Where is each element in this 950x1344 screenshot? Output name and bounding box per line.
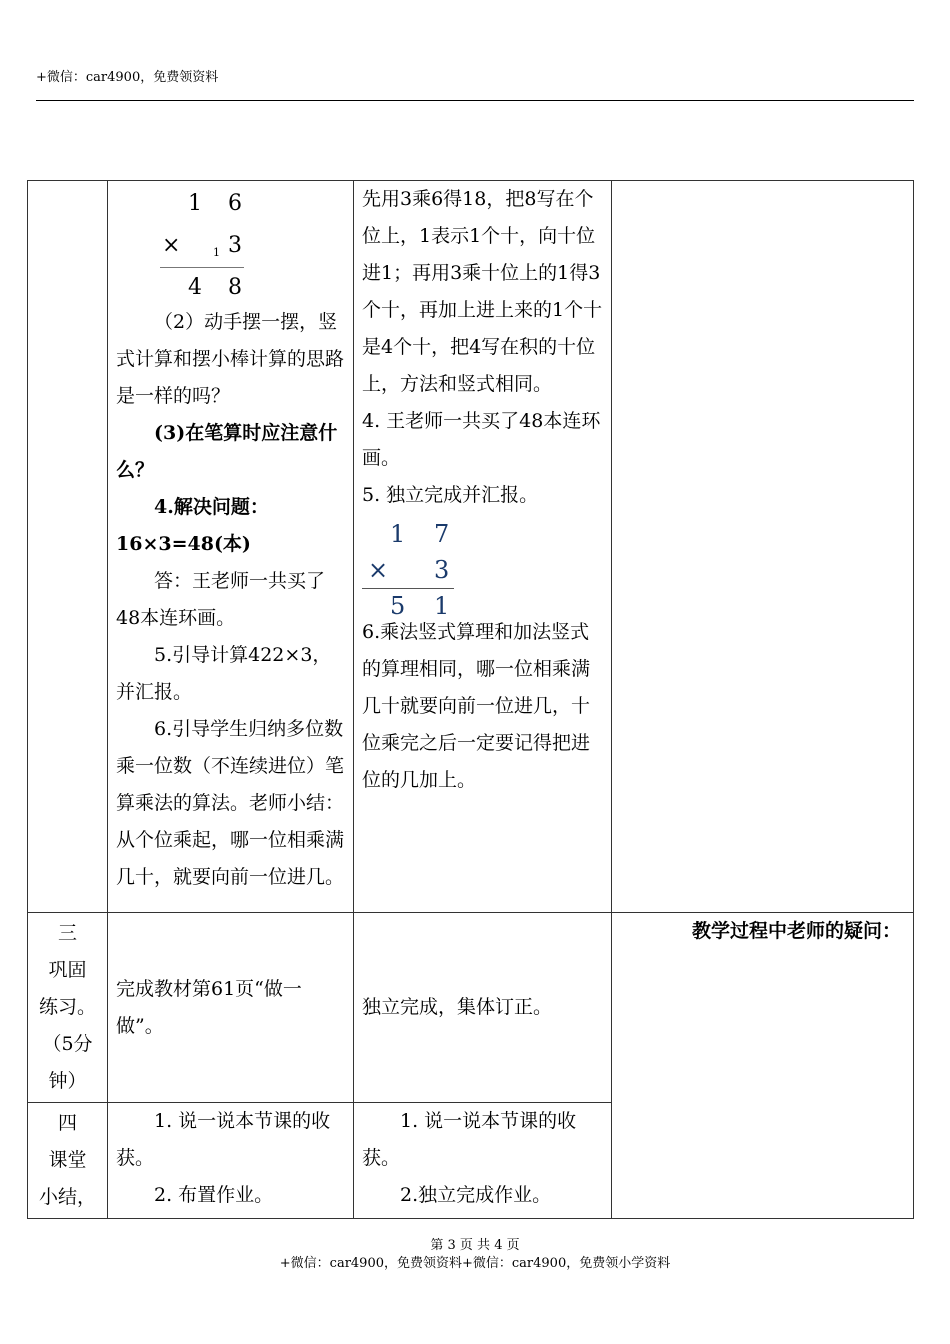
stage-line: 钟） <box>48 1070 87 1092</box>
guide-calc-422x3: 5.引导计算422×3，并汇报。 <box>116 644 332 703</box>
stage-cell-empty <box>28 181 108 913</box>
stage-line: （5分 <box>42 1033 93 1055</box>
teacher-question-3: (3)在笔算时应注意什么？ <box>116 422 338 481</box>
digit: 3 <box>434 556 450 584</box>
header-text: +微信：car4900，免费领资料 <box>36 70 219 85</box>
teacher-activity-cell <box>108 1103 354 1219</box>
digit: 1 <box>188 191 202 216</box>
stage-number: 四 <box>57 1112 77 1134</box>
student-activity-cell <box>354 1103 612 1219</box>
stage-line: 巩固 <box>48 959 87 981</box>
student-activity: 独立完成，集体订正。 <box>362 996 553 1018</box>
vertical-multiplication-16x3 <box>116 181 345 300</box>
student-activity-cell <box>354 913 612 1103</box>
multiply-sign: × <box>162 233 181 258</box>
stage-cell-consolidation <box>28 913 108 1103</box>
homework-item: 2. 布置作业。 <box>154 1184 274 1206</box>
student-explanation: 先用3乘6得18，把8写在个位上，1表示1个十，向十位进1；再用3乘十位上的1得3个十，再加上进上来的1个十是4个十，把4写在积的十位上，方法和竖式相同。 <box>362 188 603 395</box>
table-row-process <box>28 181 914 913</box>
result-line <box>160 267 244 268</box>
notes-cell <box>612 181 914 913</box>
stage-line: 练习。 <box>38 996 96 1018</box>
table-row-consolidation <box>28 913 914 1103</box>
stage-line: 课堂 <box>48 1149 87 1171</box>
answer-text: 答：王老师一共买了48本连环画。 <box>116 570 326 629</box>
teacher-question-note: 教学过程中老师的疑问： <box>691 920 901 942</box>
stage-cell-summary <box>28 1103 108 1219</box>
solve-problem-label: 4.解决问题： <box>154 496 269 518</box>
carry-digit: 1 <box>213 246 220 259</box>
digit: 5 <box>390 592 406 620</box>
digit: 3 <box>228 233 242 258</box>
teacher-activity-cell <box>108 913 354 1103</box>
summary-item: 1. 说一说本节课的收获。 <box>116 1110 331 1169</box>
result-line <box>362 588 454 589</box>
page-number: 第 3 页 共 4 页 <box>430 1238 520 1253</box>
equation: 16×3=48(本) <box>116 533 251 555</box>
stage-number: 三 <box>57 922 77 944</box>
student-activity-cell <box>354 181 612 913</box>
summary-item: 1. 说一说本节课的收获。 <box>362 1110 577 1169</box>
lesson-table <box>27 180 914 1219</box>
digit: 8 <box>228 275 242 300</box>
teacher-notes-cell <box>612 913 914 1219</box>
student-answer: 4. 王老师一共买了48本连环画。 <box>362 410 601 469</box>
digit: 1 <box>434 592 450 620</box>
teacher-activity-cell <box>108 181 354 913</box>
digit: 1 <box>390 520 406 548</box>
footer-text: +微信：car4900，免费领资料+微信：car4900，免费领小学资料 <box>279 1256 671 1271</box>
homework-item: 2.独立完成作业。 <box>400 1184 552 1206</box>
digit: 7 <box>434 520 450 548</box>
student-conclusion: 6.乘法竖式算理和加法竖式的算理相同，哪一位相乘满几十就要向前一位进几，十位乘完之后一定要记得把进位的几加上。 <box>362 621 591 791</box>
header-divider <box>36 100 914 101</box>
textbook-exercise: 完成教材第61页“做一做”。 <box>116 977 302 1037</box>
student-report: 5. 独立完成并汇报。 <box>362 484 539 506</box>
multiply-sign: × <box>368 556 389 584</box>
teacher-summary: 6.引导学生归纳多位数乘一位数（不连续进位）笔算乘法的算法。老师小结：从个位乘起，哪一位相乘满几十，就要向前一位进几。 <box>116 718 345 888</box>
digit: 4 <box>188 275 202 300</box>
digit: 6 <box>228 191 242 216</box>
vertical-multiplication-17x3 <box>362 514 603 620</box>
stage-line: 小结， <box>38 1186 96 1208</box>
teacher-question-2: （2）动手摆一摆，竖式计算和摆小棒计算的思路是一样的吗？ <box>116 311 345 407</box>
